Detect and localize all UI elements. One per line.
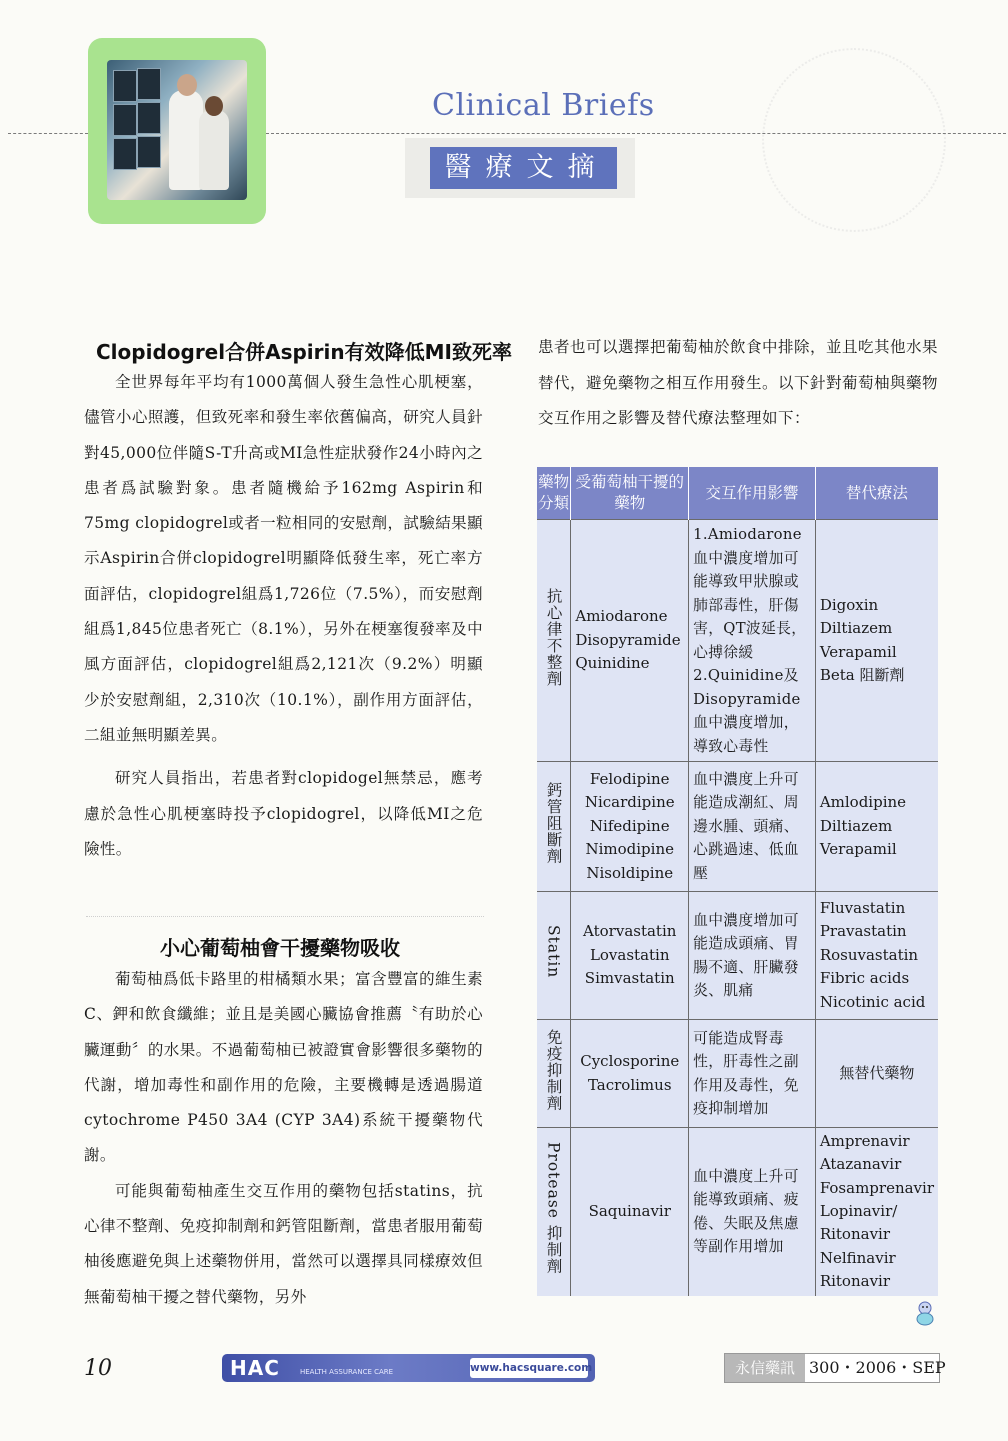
article2-continuation: 患者也可以選擇把葡萄柚於飲食中排除，並且吃其他水果替代，避免藥物之相互作用發生。以下針對葡萄柚與藥物交互作用之影響及替代療法整理如下： <box>538 338 939 427</box>
table-row <box>537 762 938 892</box>
alternatives-cell: 無替代藥物 <box>815 1020 938 1128</box>
drugs-cell: Amiodarone Disopyramide Quinidine <box>571 520 689 762</box>
article2-paragraph: 葡萄柚爲低卡路里的柑橘類水果；富含豐富的維生素C、鉀和飲食纖維；並且是美國心臟協會推薦〝有助於心臟運動〞的水果。不過葡萄柚已被證實會影響很多藥物的代謝，增加毒性和副作用的危險，主要機轉是透過腸道cytochrome P450 3A4 (CYP 3A4)系統干擾藥物代謝。 <box>84 970 483 1165</box>
category-cell: 鈣管阻斷劑 <box>537 762 571 892</box>
header-drugs: 受葡萄柚干擾的藥物 <box>571 467 689 520</box>
issue-number: 300・2006・SEP <box>809 1358 946 1377</box>
table-row <box>537 892 938 1020</box>
header-divider-right <box>266 133 1006 134</box>
article1-paragraph: 研究人員指出，若患者對clopidogel無禁忌，應考慮於急性心肌梗塞時投予clopidogrel，以降低MI之危險性。 <box>84 769 483 858</box>
article2-body <box>84 962 483 1315</box>
publication-name: 永信藥訊 <box>725 1354 805 1382</box>
article1-body <box>84 365 483 867</box>
category-cell: 抗心律不整劑 <box>537 520 571 762</box>
background-watermark <box>762 48 946 232</box>
section-title-zh: 醫療文摘 <box>430 147 617 189</box>
alternatives-cell: Amlodipine Diltiazem Verapamil <box>815 762 938 892</box>
hac-logo: HAC <box>230 1356 280 1380</box>
issue-info <box>724 1353 946 1383</box>
article-separator <box>86 916 484 917</box>
effect-cell: 血中濃度上升可能造成潮紅、周邊水腫、頭痛、心跳過速、低血壓 <box>689 762 816 892</box>
banner-tagline: HEALTH ASSURANCE CARE <box>300 1368 394 1376</box>
header-category: 藥物分類 <box>537 467 571 520</box>
effect-cell: 血中濃度增加可能造成頭痛、胃腸不適、肝臟發炎、肌痛 <box>689 892 816 1020</box>
category-cell: Statin <box>537 892 571 1020</box>
mascot-icon <box>914 1300 936 1326</box>
table-row <box>537 1020 938 1128</box>
category-cell: 免疫抑制劑 <box>537 1020 571 1128</box>
effect-cell: 血中濃度上升可能導致頭痛、疲倦、失眠及焦慮等副作用增加 <box>689 1128 816 1296</box>
effect-cell: 1.Amiodarone血中濃度增加可能導致甲狀腺或肺部毒性，肝傷害，QT波延長，心搏徐緩 2.Quinidine及Disopyramide血中濃度增加，導致心毒性 <box>689 520 816 762</box>
alternatives-cell: Digoxin Diltiazem Verapamil Beta 阻斷劑 <box>815 520 938 762</box>
table-row <box>537 1128 938 1296</box>
drugs-cell: Saquinavir <box>571 1128 689 1296</box>
article1-title: Clopidogrel合併Aspirin有效降低MI致死率 <box>96 340 512 364</box>
category-cell: Protease 抑制劑 <box>537 1128 571 1296</box>
header-photo <box>107 60 247 200</box>
page-number: 10 <box>84 1356 112 1381</box>
drugs-cell: Cyclosporine Tacrolimus <box>571 1020 689 1128</box>
drugs-cell: Felodipine Nicardipine Nifedipine Nimodipine Nisoldipine <box>571 762 689 892</box>
drugs-cell: Atorvastatin Lovastatin Simvastatin <box>571 892 689 1020</box>
table-header-row <box>537 467 938 520</box>
article2-paragraph: 可能與葡萄柚產生交互作用的藥物包括statins，抗心律不整劑、免疫抑制劑和鈣管阻斷劑，當患者服用葡萄柚後應避免與上述藥物併用，當然可以選擇具同樣療效但無葡萄柚干擾之替代藥物，另外 <box>84 1181 483 1306</box>
header-divider-left <box>8 133 88 134</box>
article1-paragraph: 全世界每年平均有1000萬個人發生急性心肌梗塞，儘管小心照護，但致死率和發生率依舊偏高，研究人員針對45,000位伴隨S-T升高或MI急性症狀發作24小時內之患者爲試驗對象。患者隨機給予162mg Aspirin和75mg clopidogrel或者一粒相同的安慰劑，試驗結果顯示Aspirin合併clopidogrel明顯降低發生率，死亡率方面評估，clopidogrel組爲1,726位（7.5%），而安慰劑組爲1,845位患者死亡（8.1%），另外在梗塞復發率及中風方面評估，clopidogrel組爲2,121次（9.2%）明顯少於安慰劑組，2,310次（10.1%），副作用方面評估，二組並無明顯差異。 <box>84 373 483 744</box>
interaction-table <box>537 467 938 1296</box>
effect-cell: 可能造成腎毒性，肝毒性之副作用及毒性，免疫抑制增加 <box>689 1020 816 1128</box>
alternatives-cell: Fluvastatin Pravastatin Rosuvastatin Fibric acids Nicotinic acid <box>815 892 938 1020</box>
section-title-en: Clinical Briefs <box>432 88 655 123</box>
table-row <box>537 520 938 762</box>
header-alternatives: 替代療法 <box>815 467 938 520</box>
footer-banner <box>222 1354 595 1382</box>
alternatives-cell: Amprenavir Atazanavir Fosamprenavir Lopinavir/ Ritonavir Nelfinavir Ritonavir <box>815 1128 938 1296</box>
article2-title: 小心葡萄柚會干擾藥物吸收 <box>160 936 400 960</box>
website-link[interactable]: www.hacsquare.com <box>470 1358 588 1378</box>
header-effect: 交互作用影響 <box>689 467 816 520</box>
